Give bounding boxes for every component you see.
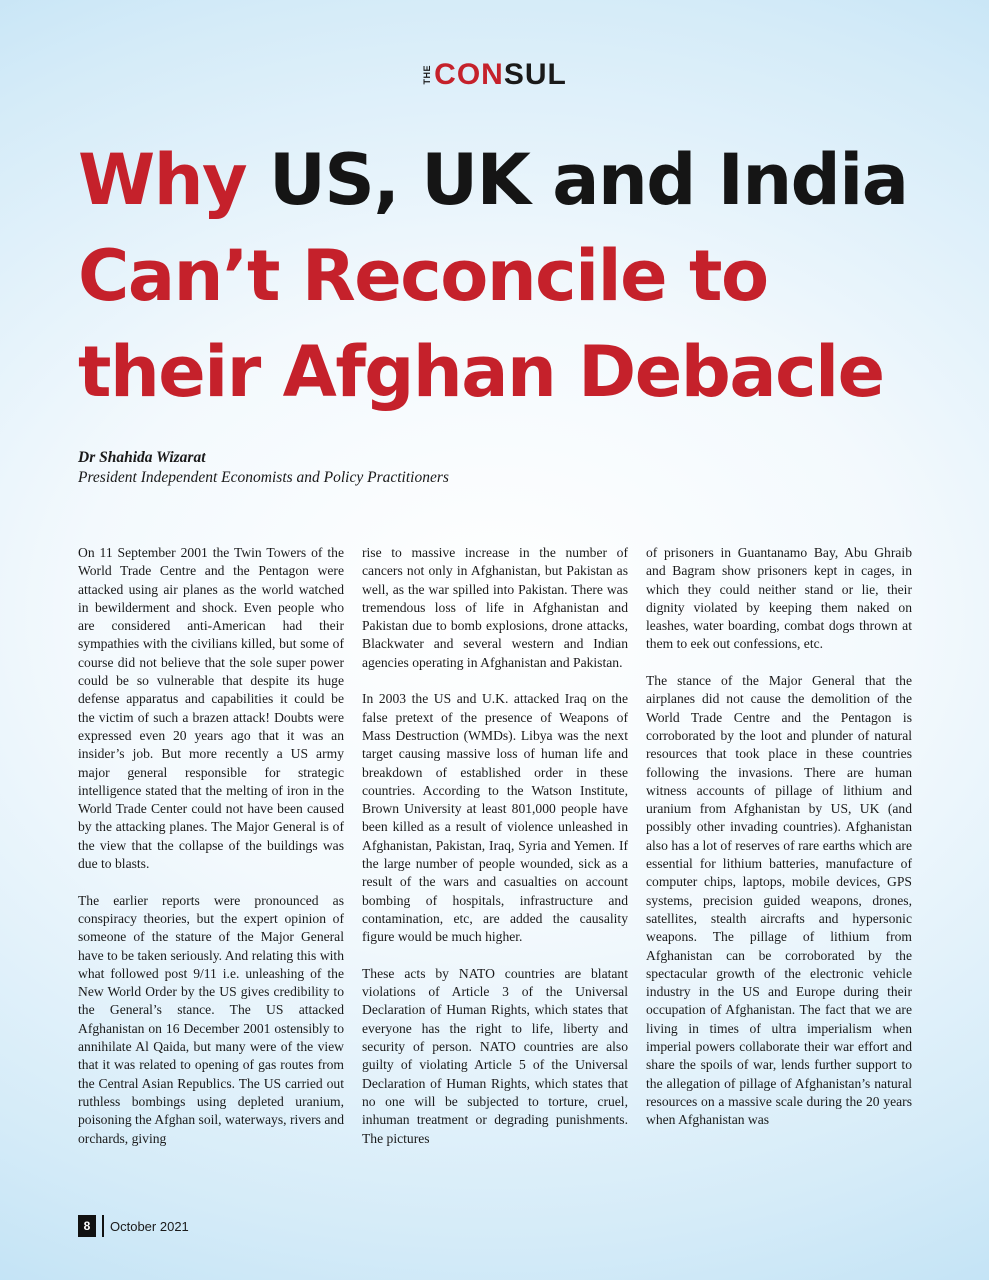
issue-date: October 2021 — [110, 1218, 189, 1234]
paragraph: of prisoners in Guantanamo Bay, Abu Ghraib and Bagram show prisoners kept in cages, in which they could neither stand or lie, their dignity violated by keeping them naked on leashes, water boarding, combat dogs thrown at them to eek out confessions, etc. — [646, 545, 912, 652]
paragraph: The stance of the Major General that the airplanes did not cause the demolition of the World Trade Centre and the Pentagon is corroborated by the loot and plunder of natural resources that took place in these countries following the invasions. There are human witness accounts of pillage of lithium and uranium from Afghanistan by US, UK (and possibly other invading countries). Afghanistan also has a lot of reserves of rare earths which are essential for lithium batteries, manufacture of computer chips, laptops, mobile devices, GPS systems, precision guided weapons, drones, satellites, stealth aircrafts and hypersonic weapons. The pillage of lithium from Afghanistan can be corroborated by the spectacular growth of the electronic vehicle industry in the US and Europe during their occupation of Afghanistan. The fact that we are living in times of ultra imperialism when imperial powers collaborate their war effort and share the spoils of war, lends further support to the allegation of pillage of Afghanistan’s natural resources on a massive scale during the 20 years when Afghanistan was — [646, 673, 912, 1128]
article-column-1 — [78, 544, 344, 1166]
headline-line2: Can’t Reconcile to — [78, 235, 768, 317]
footer-divider — [102, 1215, 104, 1237]
page-footer — [78, 1215, 189, 1237]
byline — [78, 448, 449, 488]
logo-consul — [434, 60, 567, 90]
paragraph: In 2003 the US and U.K. attacked Iraq on the false pretext of the presence of Weapons of Mass Destruction (WMDs). Libya was the next target causing massive loss of human life and breakdown of established order in these countries. According to the Watson Institute, Brown University at least 801,000 people have been killed as a result of violence unleashed in Afghanistan, Pakistan, Iraq, Syria and Yemen. If the large number of people wounded, sick as a result of the wars and casualties on account bombing of hospitals, infrastructure and contamination, etc, are added the causality figure would be much higher. — [362, 691, 628, 945]
paragraph: These acts by NATO countries are blatant violations of Article 3 of the Universal Declaration of Human Rights, which states that everyone has the right to life, liberty and security of person. NATO countries are also guilty of violating Article 5 of the Universal Declaration of Human Rights, which states that no one will be subjected to torture, cruel, inhuman treatment or degrading punishments. The pictures — [362, 965, 628, 1146]
headline-countries: US, UK and India — [246, 139, 908, 221]
paragraph: rise to massive increase in the number of cancers not only in Afghanistan, but Pakistan as well, as the war spilled into Pakistan. There was tremendous loss of life in Afghanistan and Pakistan due to bomb explosions, drone attacks, Blackwater and several western and Indian agencies operating in Afghanistan and Pakistan. — [362, 545, 628, 670]
author-role: President Independent Economists and Policy Practitioners — [78, 469, 449, 486]
page-number: 8 — [78, 1215, 96, 1237]
logo-sul: SUL — [503, 58, 567, 91]
article-column-2 — [362, 544, 628, 1166]
logo-the: THE — [422, 65, 433, 85]
paragraph: On 11 September 2001 the Twin Towers of the World Trade Centre and the Pentagon were attacked using air planes as the world watched in bewilderment and shock. Even people who are considered anti-American had their sympathies with the civilians killed, but some of course did not believe that the sole super power could be so vulnerable that despite its huge defense apparatus and capabilities it could be the victim of such a brazen attack! Doubts were expressed even 20 years ago that it was an insider’s job. But more recently a US army major general responsible for strategic intelligence stated that the melting of iron in the World Trade Center could not have been caused by the attacking planes. The Major General is of the view that the collapse of the buildings was due to blasts. — [78, 545, 344, 872]
article-headline — [78, 132, 938, 420]
author-name: Dr Shahida Wizarat — [78, 449, 206, 466]
headline-line3: their Afghan Debacle — [78, 331, 884, 413]
masthead-logo — [0, 60, 989, 90]
headline-why: Why — [78, 139, 247, 221]
paragraph: The earlier reports were pronounced as conspiracy theories, but the expert opinion of someone of the stature of the Major General have to be taken seriously. And relating this with what followed post 9/11 i.e. unleashing of the New World Order by the US gives credibility to the General’s stance. The US attacked Afghanistan on 16 December 2001 ostensibly to annihilate Al Qaida, but many were of the view that it was related to opening of gas routes from the Central Asian Republics. The US carried out ruthless bombings using depleted uranium, poisoning the Afghan soil, waterways, rivers and orchards, giving — [78, 892, 344, 1146]
logo-con: CON — [434, 58, 504, 91]
article-column-3 — [646, 544, 912, 1148]
